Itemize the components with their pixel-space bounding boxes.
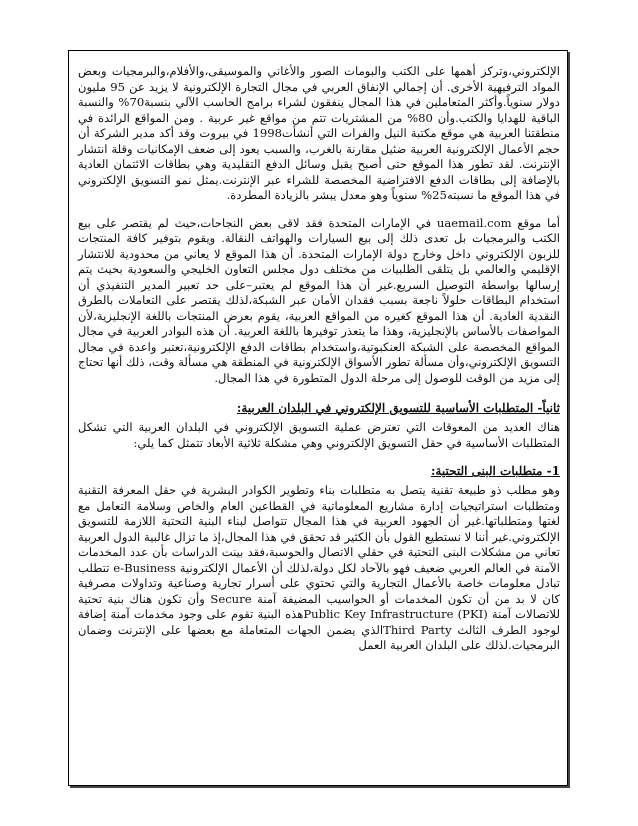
- section-intro: هناك العديد من المعوقات التي تعترض عملية التسويق الإلكتروني في البلدان العربية التي تشكل المتطلبات الأساسية في حقل التسويق الإلكتروني وهي مشكلة ثلاثية الأبعاد تتمثل كما يلي:: [78, 420, 560, 450]
- section-heading: ثانياً- المتطلبات الأساسية للتسويق الإلكتروني في البلدان العربية:: [236, 401, 560, 415]
- document-body: [78, 64, 560, 666]
- subsection-body: وهو مطلب ذو طبيعة تقنية يتصل به متطلبات بناء وتطوير الكوادر البشرية في حقل المعرفة التقنية ومتطلبات استراتيجيات إدارة مشاريع المعلوماتية في القطاعين العام والخاص وسلامة التعامل مع لغتها ومتطلباتها.غير أن الجهود العربية في هذا المجال تتواصل لبناء البنية التحتية اللازمة للتسويق الإلكتروني.غير أننا لا نستطيع القول بأن الكثير قد تحقق في هذا المجال،إذ ما تزال غالبية الدول العربية تعاني من مشكلات البنى التحتية في حقلي الاتصال والحوسبة،فقد بينت الدراسات بأن عدد المخدمات الآمنة في العالم العربي ضعيف فهو بالآحاد لكل دولة،لذلك أن الأعمال الإلكترونية e-Business تتطلب تبادل معلومات خاصة بالأعمال التجارية والتي تحتوي على أسرار تجارية وصناعية وتداولات مصرفية كان لا بد من أن تكون المخدمات أو الحواسيب المضيفة آمنة Secure وأن تكون هناك بنية تحتية للاتصالات آمنة (Public Key Infrastructure (PKIهذه البنية تقوم على وجود مخدمات آمنة إضافة لوجود الطرف الثالث Third Partyالذي يضمن الجهات المتعاملة مع بعضها على الإنترنت وضمان البرمجيات.لذلك على البلدان العربية العمل: [78, 483, 561, 652]
- paragraph-1: الإلكتروني،وتركز أهمها على الكتب والبومات الصور والأغاني والموسيقى،والأفلام،والبرمجيات وبعض المواد الترفيهية الأخرى. أن إجمالي الإنفاق العربي في مجال التجارة الإلكترونية لا يزيد عن 95 مليون دولار سنوياً.وأكثر المتعاملين في هذا المجال ينفقون لشراء برامج الحاسب الآلي بنسبة70% والنسبة الباقية للهدايا والكتب.وأن 80% من المشتريات تتم من مواقع غير عربية . ومن المواقع الرائدة في منطقتنا العربية هي موقع مكتبة النيل والفرات التي أنشأت1998 في بيروت وقد أكد مدير الشركة أن حجم الأعمال الإلكترونية العربية ضئيل مقارنة بالغرب، والسبب يعود إلى ضعف الإمكانيات وقلة انتشار الإنترنت. لقد تطور هذا الموقع حتى أصبح يقبل وسائل الدفع التقليدية وهي بطاقات الائتمان العادية بالإضافة إلى بطاقات الدفع الافتراضية المخصصة للشراء عبر الإنترنت.يمثل نمو التسويق الإلكتروني في هذا الموقع ما نسبته25% سنوياً وهو معدل يبشر بالزيادة المطردة.: [78, 64, 561, 202]
- subsection-heading: 1- متطلبات البنى التحتية:: [430, 464, 560, 478]
- paragraph-2: أما موقع uaemail.com في الإمارات المتحدة فقد لاقى بعض النجاحات،حيث لم يقتصر على بيع الكتب والبرمجيات بل تعدى ذلك إلى بيع السيارات والهواتف النقالة. ويقوم بتوفير كافة المنتجات للزبون الإلكتروني داخل وخارج دولة الإمارات المتحدة. أن هذا الموقع لا يعاني من محدودية للانتشار الإقليمي والعالمي بل يتلقى الطلبيات من مختلف دول مجلس التعاون الخليجي والسعودية بحيث يتم إرسالها بواسطة التوصيل السريع.غير أن هذا الموقع لم يعتبر–على حد تعبير المدير التنفيذي أن استخدام البطاقات حلولاً ناجعة بسبب فقدان الأمان عبر الشبكة،لذلك يقتصر على التعاملات بالطرق النقدية العادية. أن هذا الموقع كغيره من المواقع العربية، يقوم بعرض المنتجات باللغة الإنجليزية،لأن المواصفات بالأساس بالإنجليزية، وهذا ما يتعذر توفيرها باللغة العربية. أن هذه البوادر العربية في مجال المواقع المخصصة على الشبكة العنكبوتية،واستخدام بطاقات الدفع الإلكترونية،تعتبر واعدة في مجال التسويق الإلكتروني،وأن مسألة تطور الأسواق الإلكترونية في المنطقة هي مسألة وقت، ذلك أنها تحتاج إلى مزيد من الوقت للوصول إلى مرحلة الدول المتطورة في هذا المجال.: [78, 215, 561, 385]
